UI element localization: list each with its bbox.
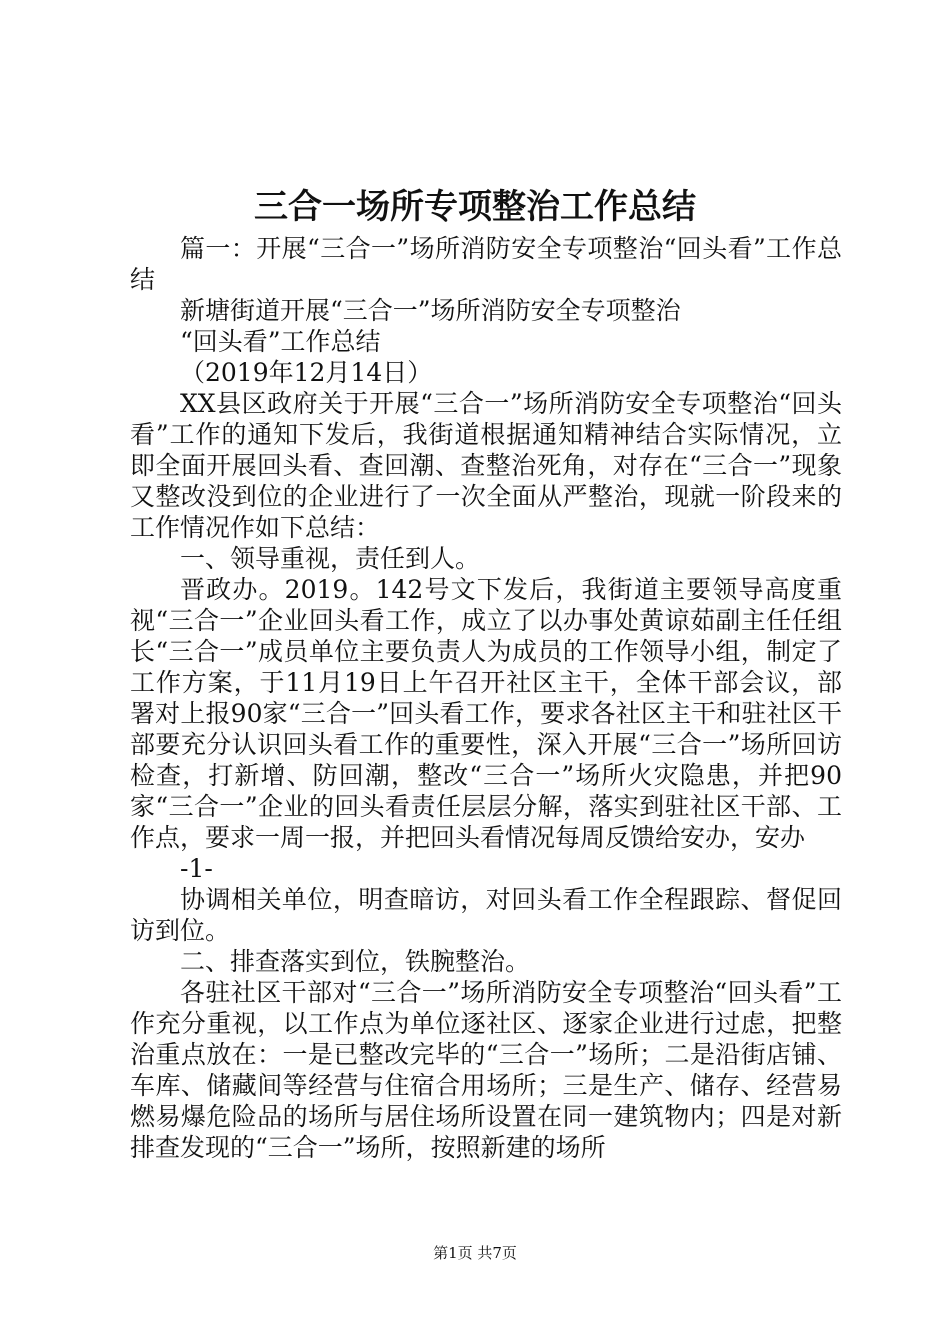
paragraph-section-two-heading: 二、排查落实到位，铁腕整治。 bbox=[180, 947, 531, 976]
document-title: 三合一场所专项整治工作总结 bbox=[254, 187, 696, 227]
inline-page-marker: -1- bbox=[180, 854, 213, 883]
paragraph-subtitle-line1: 新塘街道开展“三合一”场所消防安全专项整治 bbox=[180, 296, 681, 325]
paragraph-section-one-body: 晋政办。2019。142号文下发后，我街道主要领导高度重视“三合一”企业回头看工作，成立了以办事处黄谅茹副主任任组长“三合一”成员单位主要负责人为成员的工作领导小组，制定了工作方案，于11月19日上午召开社区主干，全体干部会议，部署对上报90家“三合一”回头看工作，要求各社区主干和驻社区干部要充分认识回头看工作的重要性，深入开展“三合一”场所回访检查，打新增、防回潮，整改“三合一”场所火灾隐患，并把90家“三合一”企业的回头看责任层层分解，落实到驻社区干部、工作点，要求一周一报，并把回头看情况每周反馈给安办，安办 bbox=[130, 575, 842, 852]
paragraph-section-two-body: 各驻社区干部对“三合一”场所消防安全专项整治“回头看”工作充分重视，以工作点为单位逐社区、逐家企业进行过虑，把整治重点放在：一是已整改完毕的“三合一”场所；二是沿街店铺、车库、储藏间等经营与住宿合用场所；三是生产、储存、经营易燃易爆危险品的场所与居住场所设置在同一建筑物内；四是对新排查发现的“三合一”场所，按照新建的场所 bbox=[130, 978, 842, 1162]
paragraph-section-one-heading: 一、领导重视，责任到人。 bbox=[180, 544, 481, 573]
paragraph-intro: XX县区政府关于开展“三合一”场所消防安全专项整治“回头看”工作的通知下发后，我街道根据通知精神结合实际情况，立即全面开展回头看、查回潮、查整治死角，对存在“三合一”现象又整改没到位的企业进行了一次全面从严整治，现就一阶段来的工作情况作如下总结： bbox=[130, 389, 842, 542]
paragraph-date: （2019年12月14日） bbox=[180, 358, 433, 387]
paragraph-subtitle-line2: “回头看”工作总结 bbox=[180, 327, 381, 356]
paragraph-coordination: 协调相关单位，明查暗访，对回头看工作全程跟踪、督促回访到位。 bbox=[130, 885, 842, 945]
page-footer: 第1页 共7页 bbox=[433, 1244, 517, 1262]
paragraph-heading-part1: 篇一：开展“三合一”场所消防安全专项整治“回头看”工作总结 bbox=[130, 234, 842, 294]
document-body bbox=[130, 233, 842, 1163]
